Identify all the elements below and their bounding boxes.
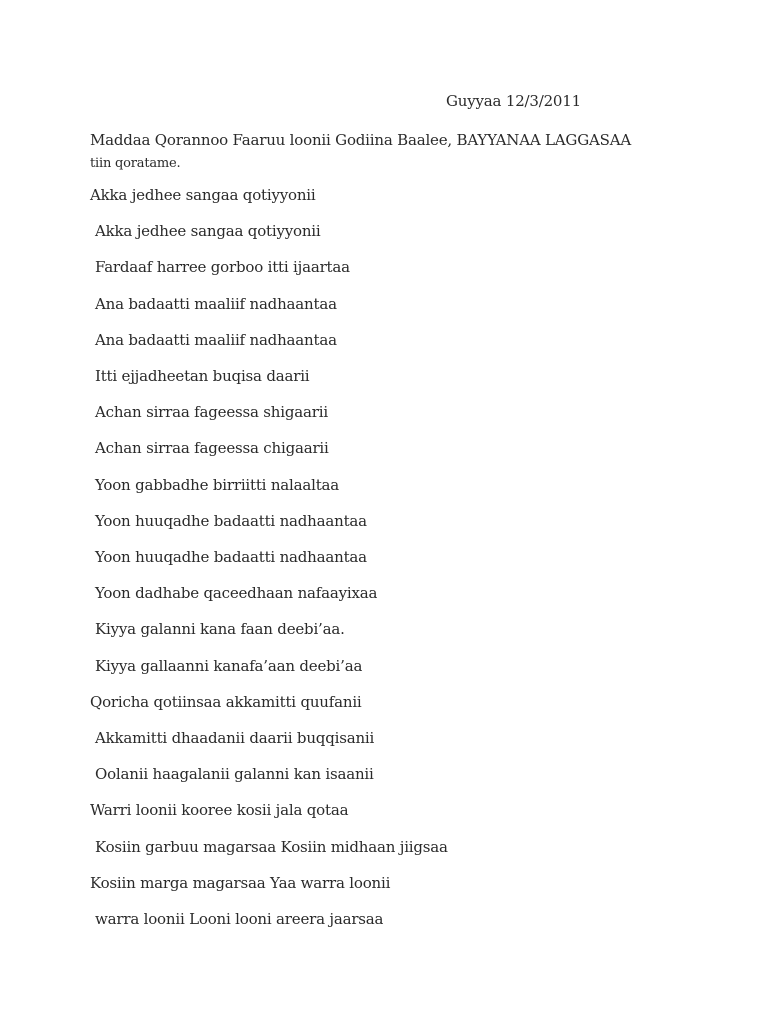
poem-line: Akkamitti dhaadanii daarii buqqisanii [95, 729, 375, 747]
poem-line: Warri loonii kooree kosii jala qotaa [90, 801, 349, 819]
poem-line: Achan sirraa fageessa chigaarii [95, 439, 329, 457]
poem-line: Kosiin garbuu magarsaa Kosiin midhaan jiigsaa [95, 838, 448, 856]
poem-line: Akka jedhee sangaa qotiyyonii [90, 186, 316, 204]
poem-line: Yoon huuqadhe badaatti nadhaantaa [95, 512, 367, 530]
poem-line: Fardaaf harree gorboo itti ijaartaa [95, 258, 350, 276]
poem-line: Itti ejjadheetan buqisa daarii [95, 367, 310, 385]
poem-line: Achan sirraa fageessa shigaarii [95, 403, 328, 421]
poem-line: Yoon dadhabe qaceedhaan nafaayixaa [95, 584, 378, 602]
poem-line: Qoricha qotiinsaa akkamitti quufanii [90, 693, 362, 711]
poem-line: Yoon huuqadhe badaatti nadhaantaa [95, 548, 367, 566]
poem-line: warra loonii Looni looni areera jaarsaa [95, 910, 384, 928]
document-intro [90, 128, 690, 176]
document-date: Guyyaa 12/3/2011 [446, 92, 581, 110]
intro-line-1: Maddaa Qorannoo Faaruu loonii Godiina Baalee, BAYYANAA LAGGASAA [90, 131, 631, 149]
poem-line: Yoon gabbadhe birriitti nalaaltaa [95, 476, 340, 494]
poem-line: Ana badaatti maaliif nadhaantaa [95, 331, 337, 349]
poem-line: Kiyya galanni kana faan deebi’aa. [95, 620, 345, 638]
poem-line: Kiyya gallaanni kanafa’aan deebi’aa [95, 657, 363, 675]
poem-line: Akka jedhee sangaa qotiyyonii [95, 222, 321, 240]
intro-line-2: tiin qoratame. [90, 156, 181, 171]
poem-line: Kosiin marga magarsaa Yaa warra loonii [90, 874, 391, 892]
poem-line: Oolanii haagalanii galanni kan isaanii [95, 765, 374, 783]
poem-line: Ana badaatti maaliif nadhaantaa [95, 295, 337, 313]
